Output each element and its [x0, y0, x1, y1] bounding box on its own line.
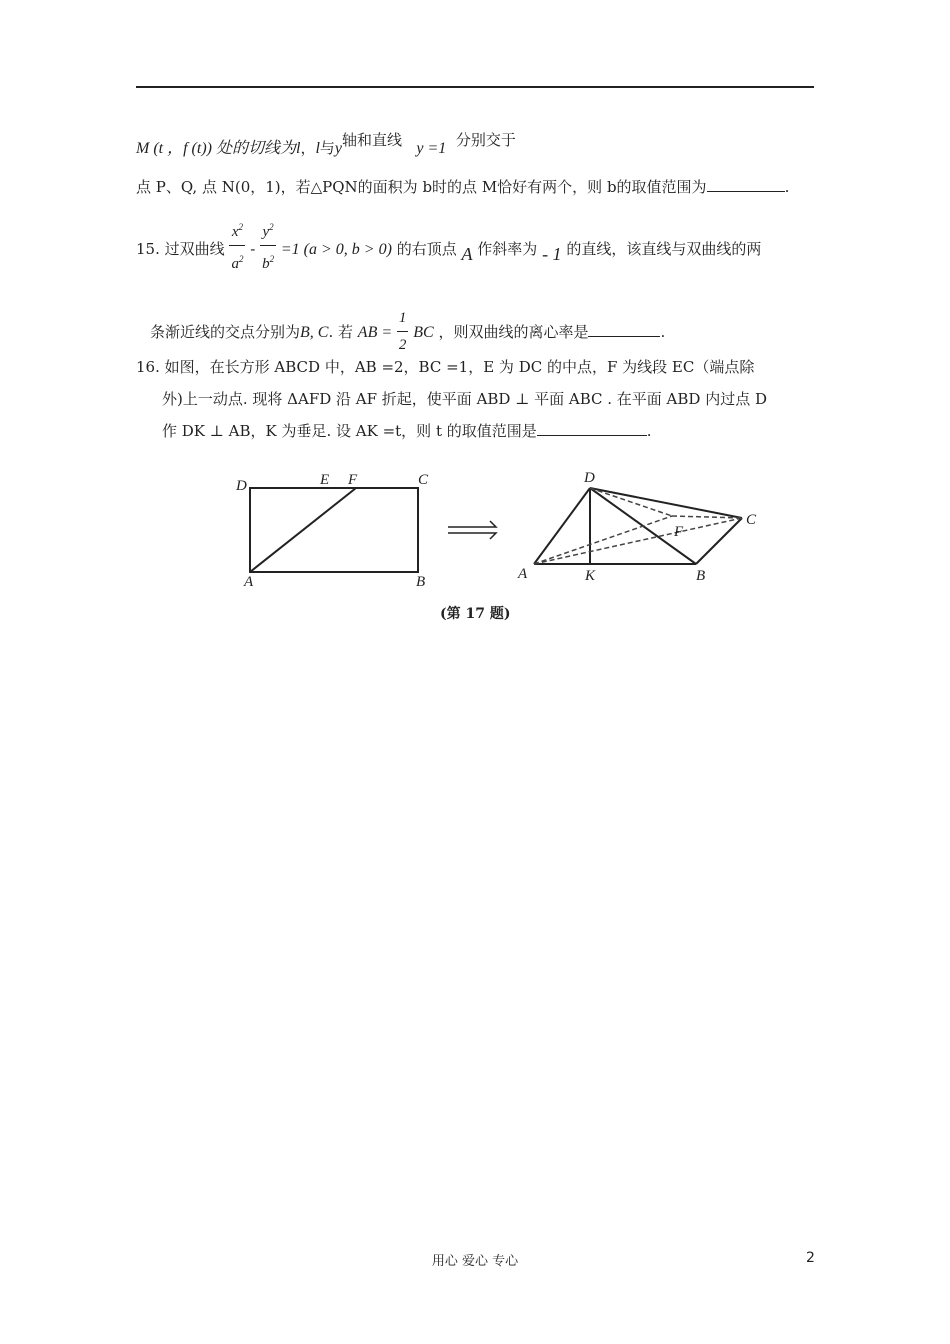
q15-frac1-den: a: [231, 256, 239, 272]
q15-line2-d: ，则双曲线的离心率是: [438, 323, 589, 341]
q16-line1-text: 如图，在长方形 ABCD 中，AB =2，BC =1，E 为 DC 的中点，F 为线段 EC（端点除: [164, 358, 755, 376]
rectangle-abcd: [250, 488, 418, 572]
label-right-b: B: [696, 568, 706, 584]
q15-text4: 的直线，该直线与双曲线的两: [566, 240, 762, 258]
q15-frac2-num: y: [262, 224, 270, 240]
q17-figure: [220, 460, 780, 600]
q15-text1: 过双曲线: [164, 240, 225, 258]
q15-minus: -: [250, 240, 256, 258]
q15-half-num: 1: [397, 305, 409, 332]
segment-af: [250, 488, 356, 572]
q14-line2: 点 P、Q, 点 N(0，1)，若△PQN的面积为 b时的点 M恰好有两个，则 b的取值范围为 .: [136, 178, 790, 196]
q15-number: 15.: [136, 240, 160, 258]
q14-text-a: M (t ，f (t)) 处的切线为: [136, 140, 296, 157]
q15-text2: 的右顶点: [396, 240, 457, 258]
q15-bc: BC: [413, 324, 434, 341]
q15-line2-a: 条渐近线的交点分别为: [150, 323, 301, 341]
q15-half-den: 2: [398, 337, 407, 353]
q14-text-b: l: [295, 140, 301, 157]
label-left-e: E: [320, 472, 330, 488]
q15-slope: - 1: [542, 244, 562, 264]
label-left-a: A: [244, 574, 254, 590]
q15-frac1-num: x: [231, 224, 239, 240]
q16-line3: 作 DK ⊥ AB，K 为垂足. 设 AK =t，则 t 的取值范围是 .: [162, 422, 652, 440]
q14-continuation-line: [136, 131, 516, 159]
q16-line1: [136, 357, 754, 377]
q15-frac1: $\frac{x^2}{a^2}$: [229, 214, 245, 277]
label-right-f: F: [674, 524, 684, 540]
q14-text-f: y: [334, 140, 343, 157]
label-left-f: F: [348, 472, 358, 488]
q16-line3-text: 作 DK ⊥ AB，K 为垂足. 设 AK =t，则 t 的取值范围是: [162, 422, 537, 440]
fold-bc: [696, 518, 742, 564]
q15-answer-blank: [588, 322, 660, 337]
q15-equation: =1 (a > 0, b > 0): [280, 241, 392, 258]
q15-ab: AB =: [357, 324, 393, 341]
q16-line2: [162, 389, 767, 409]
fold-ac-dashed: [534, 518, 742, 564]
q15-frac2-den: b: [262, 256, 270, 272]
page-footer: 用心 爱心 专心: [431, 1254, 519, 1269]
label-right-c: C: [746, 512, 757, 528]
q14-text-i: 分别交于: [455, 131, 516, 149]
q15-text3: 作斜率为: [477, 240, 538, 258]
arrow-icon: [448, 521, 496, 539]
fold-af-dashed: [534, 516, 672, 564]
q16-answer-blank: [537, 421, 647, 436]
q15-line1: [136, 214, 761, 277]
figure-caption: (第 17 题): [440, 606, 511, 622]
q15-frac2: $\frac{y^2}{b^2}$: [260, 214, 276, 277]
q14-text-d: l: [315, 140, 320, 157]
q15-line2-b: B, C: [300, 324, 329, 341]
label-right-d: D: [584, 470, 595, 486]
q14-text-h: y =1: [416, 140, 447, 157]
label-left-c: C: [418, 472, 429, 488]
q15-line2: 条渐近线的交点分别为B, C. 若 AB = $\frac{1}{2}$ BC ，则双曲线的离心率是 .: [150, 305, 665, 358]
header-rule: [136, 86, 814, 88]
q14-line2-text: 点 P、Q, 点 N(0，1)，若△PQN的面积为 b时的点 M恰好有两个，则 b的取值范围为: [136, 178, 707, 196]
page-number: 2: [806, 1250, 815, 1266]
q16-line2-text: 外)上一动点. 现将 ΔAFD 沿 AF 折起，使平面 ABD ⊥ 平面 ABC . 在平面 ABD 内过点 D: [162, 390, 767, 408]
q15-half: [397, 305, 409, 358]
q14-text-g: 轴和直线: [342, 131, 403, 149]
q14-answer-blank: [707, 177, 785, 192]
label-left-b: B: [416, 574, 426, 590]
q14-text-e: 与: [319, 139, 335, 157]
q16-number: 16.: [136, 358, 160, 376]
q15-point-a: A: [461, 244, 473, 264]
label-right-a: A: [518, 566, 528, 582]
q15-line2-c: . 若: [328, 323, 354, 341]
q14-text-c: ，: [300, 139, 316, 157]
fold-da: [534, 488, 590, 564]
label-left-d: D: [236, 478, 247, 494]
label-right-k: K: [585, 568, 596, 584]
